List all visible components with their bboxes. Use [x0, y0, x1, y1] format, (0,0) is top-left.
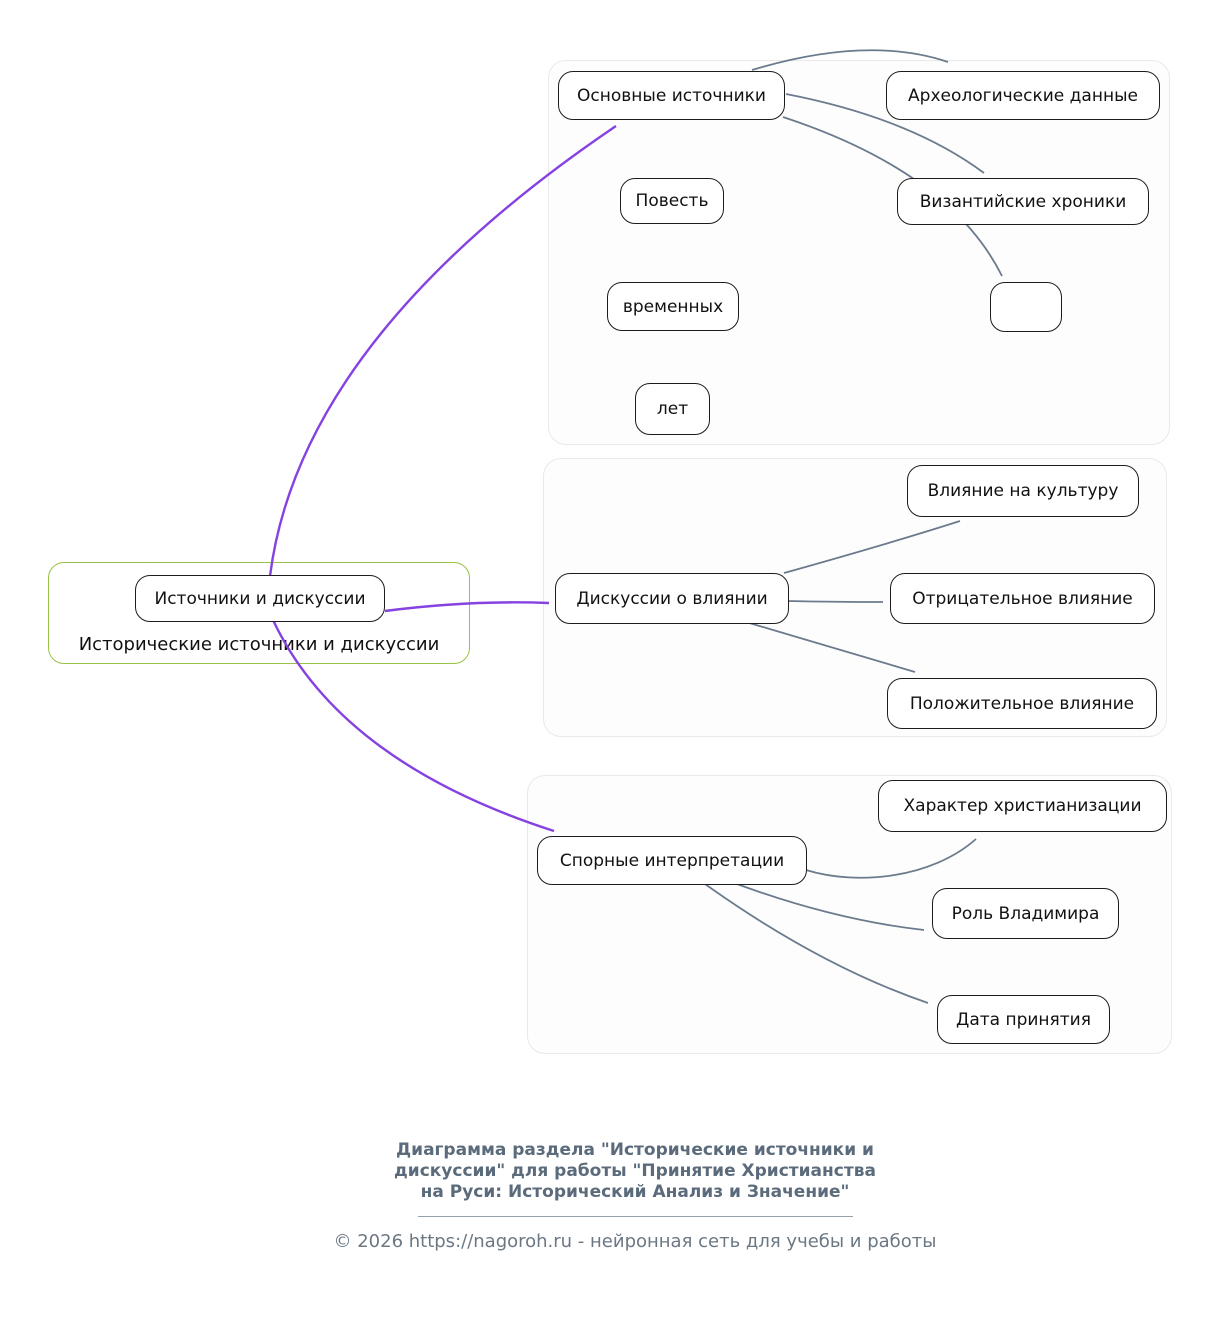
node-empty: [990, 282, 1062, 332]
node-culture-influence: Влияние на культуру: [907, 465, 1139, 517]
footer: [235, 1140, 1035, 1252]
node-main-sources: Основные источники: [558, 71, 785, 120]
node-povest: Повесть: [620, 178, 724, 224]
node-negative-influence: Отрицательное влияние: [890, 573, 1155, 624]
caption-line-1: Диаграмма раздела "Исторические источники и: [396, 1140, 874, 1160]
root-subtitle: Исторические источники и дискуссии: [78, 634, 440, 655]
caption-line-3: на Руси: Исторический Анализ и Значение": [420, 1182, 850, 1202]
node-positive-influence: Положительное влияние: [887, 678, 1157, 729]
node-christianization-character: Характер христианизации: [878, 780, 1167, 832]
node-archaeological-data: Археологические данные: [886, 71, 1160, 120]
footer-divider: [418, 1216, 853, 1217]
node-root-title: Источники и дискуссии: [135, 575, 385, 622]
node-adoption-date: Дата принятия: [937, 995, 1110, 1044]
node-vremennykh: временных: [607, 282, 739, 331]
node-let: лет: [635, 383, 710, 435]
copyright-text: © 2026 https://nagoroh.ru - нейронная сеть для учебы и работы: [333, 1231, 937, 1252]
node-disputed-interpretations: Спорные интерпретации: [537, 836, 807, 885]
node-influence-discussions: Дискуссии о влиянии: [555, 573, 789, 624]
caption-line-2: дискуссии" для работы "Принятие Христианства: [394, 1161, 876, 1181]
diagram-caption: [235, 1140, 1035, 1203]
node-vladimir-role: Роль Владимира: [932, 888, 1119, 939]
node-byzantine-chronicles: Византийские хроники: [897, 178, 1149, 225]
